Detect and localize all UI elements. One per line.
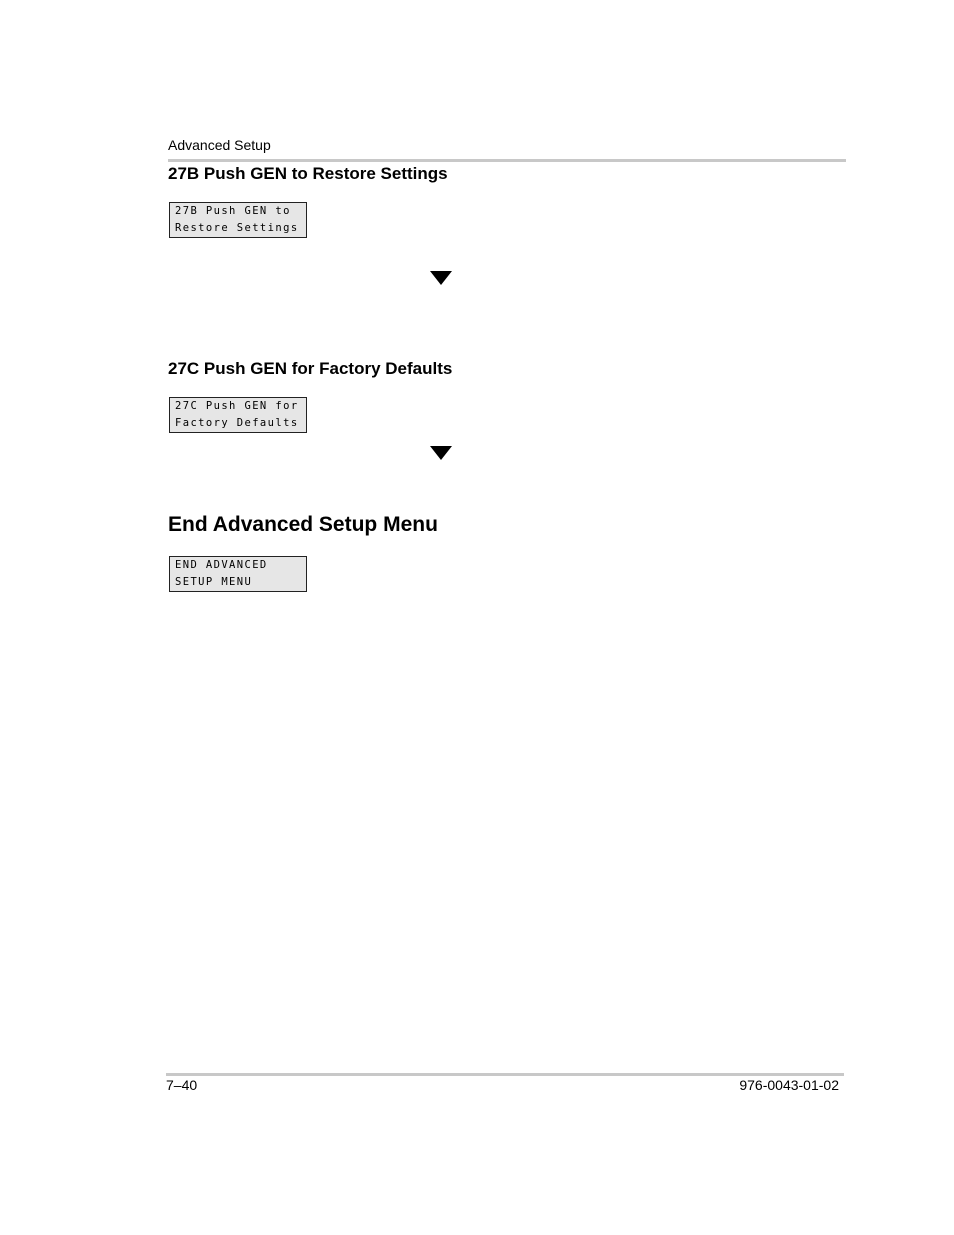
lcd-line-2: SETUP MENU bbox=[175, 576, 253, 588]
document-number: 976-0043-01-02 bbox=[739, 1077, 839, 1093]
lcd-line-2: Restore Settings bbox=[175, 222, 299, 234]
lcd-line-1: 27B Push GEN to bbox=[175, 205, 291, 217]
lcd-display-27b bbox=[169, 202, 307, 238]
header-rule bbox=[168, 159, 846, 162]
down-triangle-icon bbox=[430, 271, 452, 285]
section-heading-27b: 27B Push GEN to Restore Settings bbox=[168, 164, 448, 183]
lcd-line-1: END ADVANCED bbox=[175, 559, 268, 571]
section-heading-end-advanced-setup: End Advanced Setup Menu bbox=[168, 513, 438, 536]
lcd-display-27c bbox=[169, 397, 307, 433]
lcd-line-2: Factory Defaults bbox=[175, 417, 299, 429]
lcd-display-end-menu bbox=[169, 556, 307, 592]
running-header: Advanced Setup bbox=[168, 137, 271, 153]
section-heading-27c: 27C Push GEN for Factory Defaults bbox=[168, 359, 453, 378]
footer-rule bbox=[166, 1073, 844, 1076]
down-triangle-icon bbox=[430, 446, 452, 460]
page-number: 7–40 bbox=[166, 1077, 198, 1093]
lcd-line-1: 27C Push GEN for bbox=[175, 400, 299, 412]
